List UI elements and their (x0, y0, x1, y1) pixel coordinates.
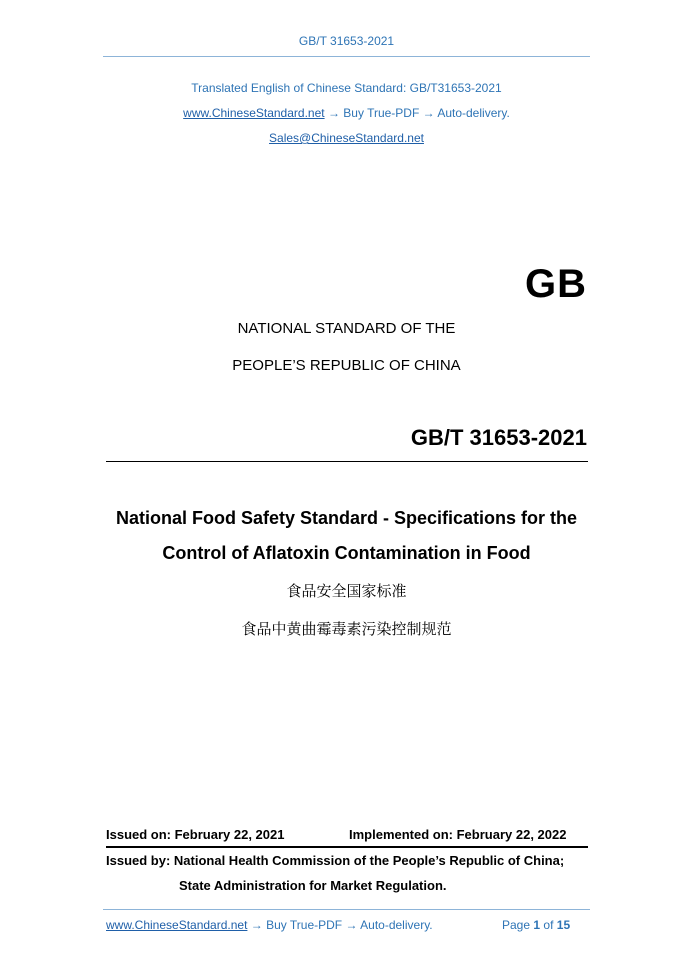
chinese-title1: 食品安全国家标准 (286, 582, 407, 600)
national-standard-line1: NATIONAL STANDARD OF THE (237, 320, 456, 337)
translation-notice: Translated English of Chinese Standard: GB/T31653-2021 (191, 81, 502, 95)
national-standard-line2: PEOPLE’S REPUBLIC OF CHINA (232, 357, 461, 374)
title-line2: Control of Aflatoxin Contamination in Food (162, 543, 531, 563)
footer-site-link[interactable]: www.ChineseStandard.net (106, 918, 248, 932)
site-link[interactable]: www.ChineseStandard.net (183, 106, 325, 120)
title-line1: National Food Safety Standard - Specifications for the (115, 508, 578, 528)
buy-pdf-text: Buy True-PDF (343, 106, 420, 120)
arrow-right-icon: → (250, 918, 263, 932)
page-label: Page (502, 918, 531, 932)
email-line (0, 131, 693, 145)
implemented-on: Implemented on: February 22, 2022 (349, 827, 567, 842)
header-standard-code: GB/T 31653-2021 (298, 34, 395, 48)
of-label: of (543, 918, 554, 932)
footer-purchase-line (106, 918, 433, 932)
issued-on: Issued on: February 22, 2021 (106, 827, 285, 842)
issued-by-line1: Issued by: National Health Commission of the People’s Republic of China; (106, 853, 565, 868)
arrow-right-icon: → (422, 106, 435, 120)
gb-mark: GB (525, 262, 587, 306)
issued-by-line2: State Administration for Market Regulation. (179, 878, 447, 893)
arrow-right-icon: → (327, 106, 340, 120)
page-indicator (502, 918, 570, 932)
sales-email-link[interactable]: Sales@ChineseStandard.net (269, 131, 424, 145)
arrow-right-icon: → (345, 918, 358, 932)
footer-auto-delivery-text: Auto-delivery. (360, 918, 433, 932)
page-number: 1 (533, 918, 541, 932)
issue-divider (106, 846, 588, 848)
header-divider (103, 56, 590, 57)
auto-delivery-text: Auto-delivery. (437, 106, 510, 120)
footer-divider (103, 909, 590, 910)
footer-buy-pdf-text: Buy True-PDF (266, 918, 343, 932)
chinese-title2: 食品中黄曲霉毒素污染控制规范 (241, 620, 452, 638)
standard-number: GB/T 31653-2021 (410, 425, 587, 450)
page-total: 15 (556, 918, 571, 932)
purchase-line (0, 106, 693, 120)
title-divider (106, 461, 588, 462)
